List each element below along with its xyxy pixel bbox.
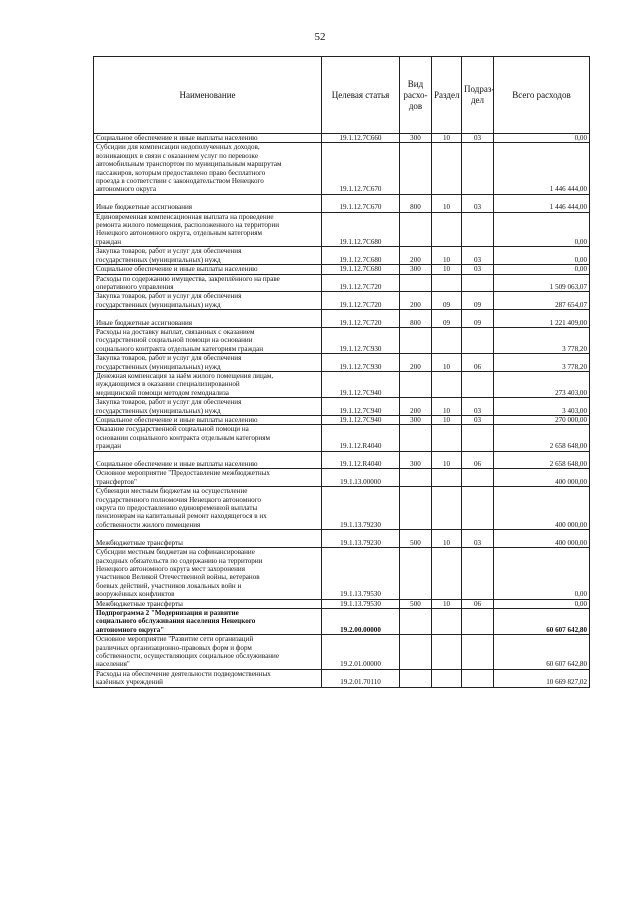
cell-vid: 200 <box>400 354 432 372</box>
cell-name-line: округа по предоставлению единовременной выплаты <box>96 504 258 513</box>
cell-name-line: граждан <box>96 442 122 451</box>
cell-total: 400 000,00 <box>494 469 590 487</box>
cell-vid: 300 <box>400 265 432 274</box>
cell-razdel: 10 <box>432 398 462 416</box>
cell-name-line: Межбюджетные трансферты <box>96 599 183 608</box>
cell-vid: 800 <box>400 194 432 212</box>
cell-podrazdel <box>462 212 494 247</box>
cell-podrazdel: 03 <box>462 247 494 265</box>
cell-vid <box>400 487 432 530</box>
cell-name-line: пенсионерам на капитальный ремонт находящегося в их <box>96 512 267 521</box>
cell-name <box>94 274 322 292</box>
cell-name-line: социального обслуживания населения Ненецкого <box>96 617 256 626</box>
cell-name-line <box>96 195 319 203</box>
cell-total: 0,00 <box>494 212 590 247</box>
cell-code: 19.1.12.7С680 <box>322 212 400 247</box>
cell-razdel <box>432 669 462 687</box>
cell-name <box>94 143 322 194</box>
cell-name-line: Социальное обеспечение и иные выплаты населению <box>96 265 258 274</box>
cell-code: 19.1.13.79230 <box>322 530 400 548</box>
cell-total: 1 446 444,00 <box>494 194 590 212</box>
cell-name-line: Социальное обеспечение и иные выплаты населению <box>96 134 258 142</box>
cell-code: 19.1.12.7С670 <box>322 194 400 212</box>
cell-code: 19.2.01.00000 <box>322 635 400 670</box>
cell-name-line: собственности жилого помещения <box>96 520 201 529</box>
cell-razdel <box>432 469 462 487</box>
cell-podrazdel <box>462 487 494 530</box>
cell-vid <box>400 608 432 634</box>
cell-razdel: 10 <box>432 247 462 265</box>
cell-name-line: населения" <box>96 660 130 669</box>
table-row <box>94 354 590 372</box>
cell-code: 19.1.13.79230 <box>322 487 400 530</box>
cell-name <box>94 310 322 328</box>
cell-name-line: Субвенции местным бюджетам на осуществление <box>96 487 248 496</box>
cell-podrazdel: 03 <box>462 265 494 274</box>
cell-razdel: 10 <box>432 194 462 212</box>
cell-name <box>94 530 322 548</box>
cell-name-line: автономного округа <box>96 185 157 194</box>
cell-razdel: 10 <box>432 416 462 425</box>
table-row <box>94 416 590 425</box>
cell-name-line: расходных обязательств по содержанию на территории <box>96 556 263 565</box>
table-row <box>94 530 590 548</box>
cell-podrazdel: 09 <box>462 292 494 310</box>
budget-table <box>93 56 590 688</box>
cell-vid <box>400 425 432 451</box>
cell-name-line: государственных (муниципальных) нужд <box>96 255 221 264</box>
cell-code: 19.1.12.7С720 <box>322 310 400 328</box>
cell-name <box>94 599 322 608</box>
cell-name-line: трансфертов" <box>96 477 137 486</box>
cell-podrazdel <box>462 327 494 353</box>
cell-name-line: государственных (муниципальных) нужд <box>96 406 221 415</box>
cell-name-line: оперативного управления <box>96 282 174 291</box>
cell-code: 19.2.00.00000 <box>322 608 400 634</box>
cell-vid <box>400 469 432 487</box>
cell-name-line: социального контракта отдельным категориям граждан <box>96 344 264 353</box>
cell-vid: 300 <box>400 416 432 425</box>
cell-name-line: пассажиров, которым предоставлено право бесплатного <box>96 168 266 177</box>
table-row <box>94 635 590 670</box>
cell-name <box>94 247 322 265</box>
cell-vid <box>400 327 432 353</box>
cell-razdel: 10 <box>432 265 462 274</box>
cell-name-line: государственных (муниципальных) нужд <box>96 362 221 371</box>
cell-total: 60 607 642,80 <box>494 608 590 634</box>
cell-razdel: 10 <box>432 354 462 372</box>
cell-name-line: Иные бюджетные ассигнования <box>96 318 193 327</box>
cell-razdel: 10 <box>432 134 462 143</box>
cell-name <box>94 265 322 274</box>
cell-name-line: государственных (муниципальных) нужд <box>96 300 221 309</box>
table-row <box>94 487 590 530</box>
cell-name-line: Расходы на доставку выплат, связанных с оказанием <box>96 327 255 336</box>
cell-code: 19.1.12.7С720 <box>322 292 400 310</box>
cell-total: 1 446 444,00 <box>494 143 590 194</box>
cell-name-line: Субсидии местным бюджетам на софинансирование <box>96 548 255 557</box>
cell-name-line <box>96 530 319 538</box>
cell-name-line: автомобильным транспортом по муниципальным маршрутам <box>96 160 282 169</box>
cell-name-line: Подпрограмма 2 "Модернизация и развитие <box>96 608 239 617</box>
cell-name-line: Денежная компенсация за наём жилого помещения лицам, <box>96 371 274 380</box>
cell-total: 1 221 409,00 <box>494 310 590 328</box>
header-total: Всего расходов <box>494 57 590 134</box>
cell-code: 19.1.12.7С930 <box>322 327 400 353</box>
cell-name-line: возникающих в связи с оказанием услуг по перевозке <box>96 151 258 160</box>
cell-name-line: Закупка товаров, работ и услуг для обеспечения <box>96 398 242 407</box>
cell-total: 400 000,00 <box>494 530 590 548</box>
cell-razdel <box>432 425 462 451</box>
cell-razdel <box>432 143 462 194</box>
cell-vid <box>400 143 432 194</box>
cell-name <box>94 212 322 247</box>
cell-code: 19.1.12.R4040 <box>322 425 400 451</box>
cell-name <box>94 194 322 212</box>
cell-name-line: проезда в соответствии с законодательством Ненецкого <box>96 177 264 186</box>
cell-name <box>94 608 322 634</box>
cell-code: 19.1.12.7С930 <box>322 354 400 372</box>
cell-podrazdel <box>462 635 494 670</box>
cell-name-line: медицинской помощи методом гемодиализа <box>96 388 229 397</box>
cell-total: 1 509 063,07 <box>494 274 590 292</box>
cell-vid: 300 <box>400 134 432 143</box>
cell-vid <box>400 274 432 292</box>
cell-vid: 200 <box>400 398 432 416</box>
cell-razdel <box>432 608 462 634</box>
cell-name-line: Основное мероприятие "Предоставление межбюджетных <box>96 469 270 478</box>
cell-total: 10 669 827,02 <box>494 669 590 687</box>
table-row <box>94 212 590 247</box>
cell-podrazdel <box>462 669 494 687</box>
cell-name <box>94 292 322 310</box>
cell-razdel <box>432 635 462 670</box>
cell-name <box>94 398 322 416</box>
header-podrazdel: Подраз-дел <box>462 57 494 134</box>
cell-name-line: Расходы по содержанию имущества, закреплённого на праве <box>96 274 280 283</box>
cell-podrazdel: 03 <box>462 416 494 425</box>
cell-total: 287 654,07 <box>494 292 590 310</box>
cell-name-line: Закупка товаров, работ и услуг для обеспечения <box>96 247 242 256</box>
cell-name <box>94 327 322 353</box>
table-row <box>94 451 590 469</box>
cell-razdel <box>432 274 462 292</box>
cell-code: 19.1.12.7С670 <box>322 143 400 194</box>
table-row <box>94 310 590 328</box>
cell-vid <box>400 669 432 687</box>
cell-name-line: Оказание государственной социальной помощи на <box>96 425 249 434</box>
cell-podrazdel <box>462 469 494 487</box>
cell-name-line: Ненецкого автономного округа мест захоронения <box>96 564 245 573</box>
cell-name <box>94 548 322 599</box>
cell-total: 3 778,20 <box>494 354 590 372</box>
cell-name-line: Субсидии для компенсации недополученных доходов, <box>96 143 260 152</box>
cell-razdel: 09 <box>432 292 462 310</box>
header-name: Наименование <box>94 57 322 134</box>
cell-code: 19.1.13.79530 <box>322 599 400 608</box>
cell-razdel <box>432 371 462 397</box>
cell-name <box>94 425 322 451</box>
cell-name-line: казённых учреждений <box>96 678 163 687</box>
cell-name <box>94 487 322 530</box>
cell-code: 19.1.12.7С680 <box>322 247 400 265</box>
cell-name-line <box>96 452 319 460</box>
cell-name-line: Иные бюджетные ассигнования <box>96 203 193 212</box>
cell-total: 0,00 <box>494 265 590 274</box>
cell-name <box>94 416 322 425</box>
cell-name-line: государственного полномочия Ненецкого автономного <box>96 495 261 504</box>
cell-podrazdel <box>462 143 494 194</box>
cell-name <box>94 134 322 143</box>
header-vid: Вид расхо-дов <box>400 57 432 134</box>
cell-vid: 500 <box>400 599 432 608</box>
cell-code: 19.1.12.7С660 <box>322 134 400 143</box>
cell-total: 3 403,00 <box>494 398 590 416</box>
cell-total: 60 607 642,80 <box>494 635 590 670</box>
cell-podrazdel: 06 <box>462 451 494 469</box>
cell-podrazdel: 03 <box>462 194 494 212</box>
table-row <box>94 548 590 599</box>
cell-total: 273 403,00 <box>494 371 590 397</box>
cell-total: 2 658 648,00 <box>494 451 590 469</box>
cell-name-line: нуждающимся в оказании специализированной <box>96 380 240 389</box>
table-row <box>94 608 590 634</box>
cell-name <box>94 669 322 687</box>
cell-vid: 500 <box>400 530 432 548</box>
table-row <box>94 371 590 397</box>
cell-razdel <box>432 548 462 599</box>
cell-name <box>94 354 322 372</box>
cell-name-line: Межбюджетные трансферты <box>96 538 183 547</box>
cell-name-line: Закупка товаров, работ и услуг для обеспечения <box>96 354 242 363</box>
cell-name-line: Расходы на обеспечение деятельности подведомственных <box>96 669 271 678</box>
cell-podrazdel: 06 <box>462 354 494 372</box>
table-row <box>94 425 590 451</box>
cell-code: 19.1.12.7С940 <box>322 416 400 425</box>
cell-code: 19.1.12.7С680 <box>322 265 400 274</box>
cell-vid: 300 <box>400 451 432 469</box>
cell-code: 19.1.13.79530 <box>322 548 400 599</box>
cell-name-line: Социальное обеспечение и иные выплаты населению <box>96 460 258 469</box>
table-row <box>94 265 590 274</box>
cell-total: 2 658 648,00 <box>494 425 590 451</box>
cell-code: 19.1.12.R4040 <box>322 451 400 469</box>
cell-total: 0,00 <box>494 247 590 265</box>
cell-name-line: граждан <box>96 237 122 246</box>
cell-name-line: Основное мероприятие "Развитие сети организаций <box>96 635 254 644</box>
cell-podrazdel: 03 <box>462 530 494 548</box>
cell-name <box>94 469 322 487</box>
cell-code: 19.1.12.7С940 <box>322 398 400 416</box>
cell-code: 19.1.12.7С940 <box>322 371 400 397</box>
table-row <box>94 469 590 487</box>
header-code: Целевая статья <box>322 57 400 134</box>
table-body <box>94 134 590 688</box>
cell-name-line: ремонта жилого помещения, расположенного на территории <box>96 221 280 230</box>
cell-razdel <box>432 327 462 353</box>
table-row <box>94 194 590 212</box>
cell-podrazdel: 03 <box>462 134 494 143</box>
cell-podrazdel <box>462 425 494 451</box>
cell-total: 0,00 <box>494 134 590 143</box>
cell-name-line: государственной социальной помощи на основании <box>96 336 253 345</box>
cell-name-line: Единовременная компенсационная выплата на проведение <box>96 212 274 221</box>
cell-total: 0,00 <box>494 599 590 608</box>
cell-total: 3 778,20 <box>494 327 590 353</box>
cell-vid: 800 <box>400 310 432 328</box>
cell-vid: 200 <box>400 247 432 265</box>
cell-vid <box>400 212 432 247</box>
table-row <box>94 143 590 194</box>
cell-name <box>94 451 322 469</box>
cell-name-line: автономного округа" <box>96 625 165 634</box>
cell-vid: 200 <box>400 292 432 310</box>
cell-name-line: основании социального контракта отдельным категориям <box>96 433 270 442</box>
page-number: 52 <box>314 31 326 43</box>
cell-podrazdel: 06 <box>462 599 494 608</box>
cell-vid <box>400 635 432 670</box>
table-row <box>94 669 590 687</box>
cell-podrazdel <box>462 274 494 292</box>
cell-podrazdel <box>462 371 494 397</box>
table-row <box>94 398 590 416</box>
table-row <box>94 274 590 292</box>
table-row <box>94 247 590 265</box>
cell-name-line <box>96 310 319 318</box>
cell-name-line: боевых действий, участников локальных войн и <box>96 581 242 590</box>
cell-name <box>94 371 322 397</box>
cell-name-line: различных организационно-правовых форм и форм <box>96 643 252 652</box>
cell-name-line: Закупка товаров, работ и услуг для обеспечения <box>96 292 242 301</box>
cell-podrazdel: 09 <box>462 310 494 328</box>
table-header-row <box>94 57 590 134</box>
cell-razdel <box>432 487 462 530</box>
cell-total: 270 000,00 <box>494 416 590 425</box>
table-row <box>94 292 590 310</box>
cell-code: 19.1.12.7С720 <box>322 274 400 292</box>
cell-podrazdel <box>462 608 494 634</box>
cell-razdel: 10 <box>432 451 462 469</box>
cell-total: 0,00 <box>494 548 590 599</box>
header-razdel: Раздел <box>432 57 462 134</box>
cell-razdel: 10 <box>432 530 462 548</box>
cell-name <box>94 635 322 670</box>
cell-podrazdel: 03 <box>462 398 494 416</box>
cell-code: 19.1.13.00000 <box>322 469 400 487</box>
cell-podrazdel <box>462 548 494 599</box>
cell-razdel: 10 <box>432 599 462 608</box>
table-row <box>94 599 590 608</box>
cell-vid <box>400 371 432 397</box>
cell-name-line: Социальное обеспечение и иные выплаты населению <box>96 416 258 424</box>
cell-name-line: собственности, осуществляющих социальное обслуживание <box>96 651 279 660</box>
cell-total: 400 000,00 <box>494 487 590 530</box>
cell-name-line: участников Великой Отечественной войны, ветеранов <box>96 573 260 582</box>
table-row <box>94 327 590 353</box>
cell-name-line: вооружённых конфликтов <box>96 590 175 599</box>
cell-name-line: Ненецкого автономного округа, отдельным категориям <box>96 229 263 238</box>
cell-code: 19.2.01.70110 <box>322 669 400 687</box>
cell-vid <box>400 548 432 599</box>
cell-razdel <box>432 212 462 247</box>
table-row <box>94 134 590 143</box>
cell-razdel: 09 <box>432 310 462 328</box>
